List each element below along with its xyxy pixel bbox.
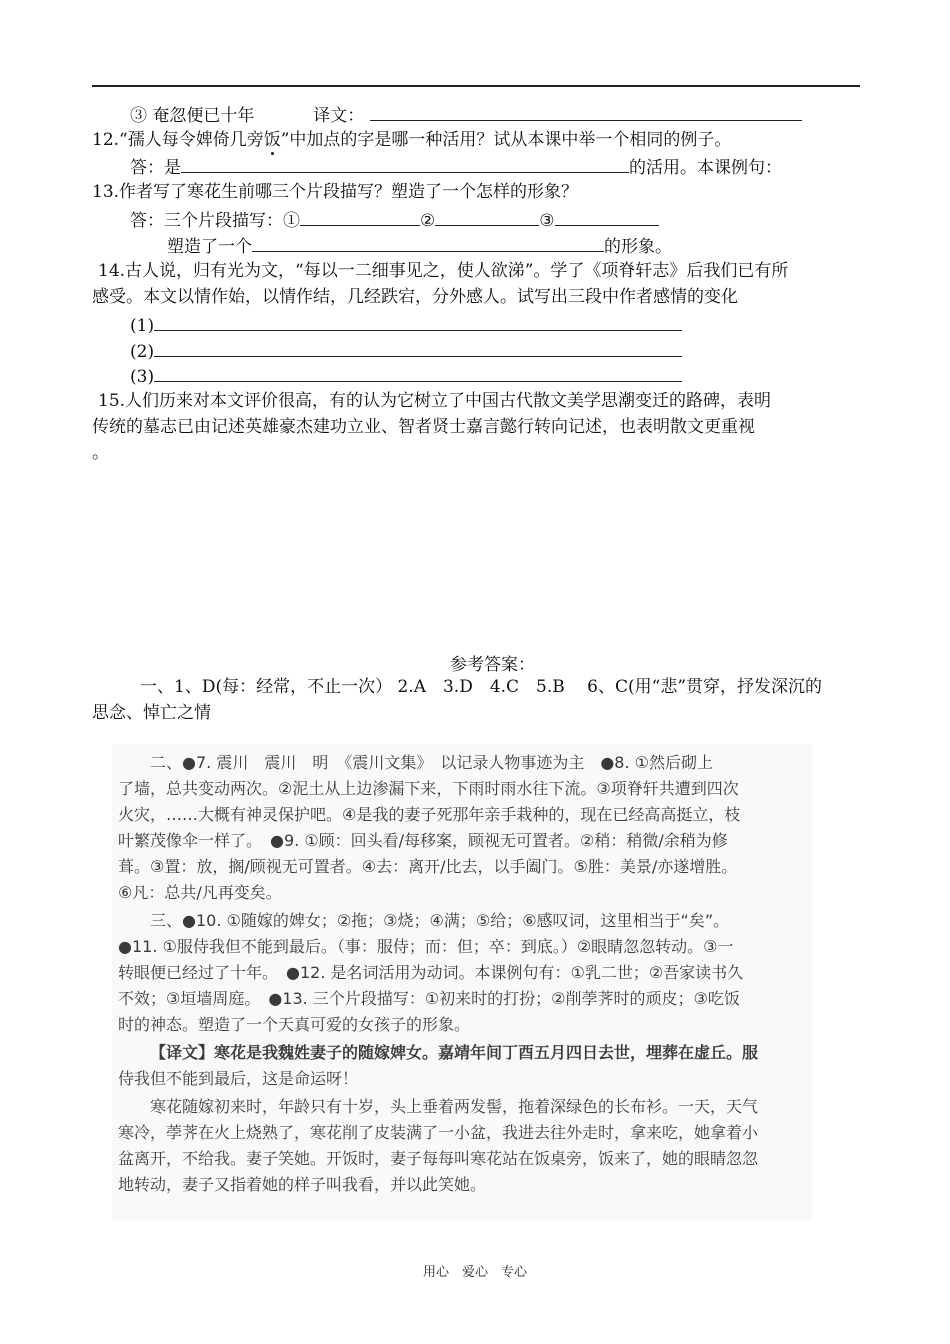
q14-answer-3 bbox=[130, 364, 682, 388]
answers-part1-line2: 思念、悼亡之情 bbox=[92, 703, 211, 723]
q11-item3-label: ③ 奄忽便已十年 bbox=[130, 106, 255, 126]
q13-image-tail: 的形象。 bbox=[604, 237, 672, 257]
q14-answer-1 bbox=[130, 313, 682, 337]
q15-prompt-line1: 15.人们历来对本文评价很高，有的认为它树立了中国古代散文美学思潮变迁的路碑，表明 bbox=[98, 391, 772, 411]
q13-prompt: 13.作者写了寒花生前哪三个片段描写？塑造了一个怎样的形象？ bbox=[92, 182, 579, 202]
scan-line: 侍我但不能到最后，这是命运呀！ bbox=[118, 1069, 359, 1088]
header-rule bbox=[92, 85, 860, 87]
q12-answer-blank[interactable] bbox=[181, 155, 629, 173]
scan-line: 时的神态。塑造了一个天真可爱的女孩子的形象。 bbox=[118, 1015, 471, 1034]
scan-line: 葺。③置：放，搁/顾视无可置者。④去：离开/比去，以手阖门。⑤胜：美景/亦遂增胜。 bbox=[118, 857, 738, 876]
q14-answer-3-blank[interactable] bbox=[154, 364, 682, 382]
q14-answer-1-blank[interactable] bbox=[154, 313, 682, 331]
scan-line: 二、●7. 震川 震川 明 《震川文集》 以记录人物事迹为主 ●8. ①然后砌上 bbox=[150, 753, 713, 772]
scan-line: 寒花随嫁初来时，年龄只有十岁，头上垂着两发髻，拖着深绿色的长布衫。一天，天气 bbox=[150, 1097, 759, 1116]
scan-line: ⑥凡：总共/凡再变矣。 bbox=[118, 883, 282, 902]
scan-line: 地转动，妻子又指着她的样子叫我看，并以此笑她。 bbox=[118, 1175, 487, 1194]
q13-blank-1[interactable] bbox=[300, 208, 420, 226]
scan-line: 盆离开，不给我。妻子笑她。开饭时，妻子每每叫寒花站在饭桌旁，饭来了，她的眼睛忽忽 bbox=[118, 1149, 759, 1168]
scan-line: 寒冷，荸荠在火上烧熟了，寒花削了皮装满了一小盆，我进去往外走时，拿来吃，她拿着小 bbox=[118, 1123, 759, 1142]
q13-image-label: 塑造了一个 bbox=[167, 237, 252, 257]
q14-answer-2 bbox=[130, 339, 682, 363]
q14-answer-3-label: (3) bbox=[130, 367, 155, 387]
scan-line: 火灾，……大概有神灵保护吧。④是我的妻子死那年亲手栽种的，现在已经高高挺立，枝 bbox=[118, 805, 741, 824]
scan-line: 转眼便已经过了十年。 ●12. 是名词活用为动词。本课例句有：①乳二世；②吾家读书久 bbox=[118, 963, 744, 982]
scan-line: ●11. ①服侍我但不能到最后。（事：服侍；而：但；卒：到底。）②眼睛忽忽转动。③一 bbox=[118, 937, 734, 956]
q12-text-post: ”中加点的字是哪一种活用？试从本课中举一个相同的例子。 bbox=[280, 130, 732, 150]
scan-line: 叶繁茂像伞一样了。 ●9. ①顾：回头看/每移案，顾视无可置者。②稍：稍微/余稍为修 bbox=[118, 831, 728, 850]
q13-mark-2: ② bbox=[420, 211, 436, 231]
q14-answer-2-label: (2) bbox=[130, 342, 155, 362]
q13-blank-2[interactable] bbox=[435, 208, 539, 226]
q12-text-pre: 12.“孺人每令婢倚几旁 bbox=[92, 130, 264, 150]
q11-item3-trans-label: 译文： bbox=[313, 106, 365, 126]
q14-prompt-line1: 14.古人说，归有光为文，“每以一二细事见之，使人欲涕”。学了《项脊轩志》后我们已有所 bbox=[98, 261, 789, 281]
q12-answer bbox=[130, 155, 782, 179]
q15-prompt-line2: 传统的墓志已由记述英雄豪杰建功立业、智者贤士嘉言懿行转向记述，也表明散文更重视 bbox=[92, 417, 755, 437]
q14-prompt-line2: 感受。本文以情作始，以情作结，几经跌宕，分外感人。试写出三段中作者感情的变化 bbox=[92, 287, 738, 307]
scan-line: 三、●10. ①随嫁的婢女；②拖；③烧；④满；⑤给；⑥感叹词，这里相当于“矣”。 bbox=[150, 911, 730, 930]
q11-item3 bbox=[130, 103, 802, 127]
scan-line: 不效；③垣墙周庭。 ●13. 三个片段描写：①初来时的打扮；②削荸荠时的顽皮；③吃饭 bbox=[118, 989, 740, 1008]
q15-prompt-line3: 。 bbox=[92, 443, 109, 463]
answers-part1-line1: 一、1、D(每：经常，不止一次） 2.A 3.D 4.C 5.B 6、C(用“悲”贯穿，抒发深沉的 bbox=[140, 677, 823, 697]
q14-answer-1-label: (1) bbox=[130, 316, 155, 336]
q13-answer-line1 bbox=[130, 208, 659, 232]
q13-image-blank[interactable] bbox=[252, 234, 604, 252]
q13-answer-line2 bbox=[167, 234, 672, 258]
q11-item3-answer-blank[interactable] bbox=[370, 103, 802, 121]
scan-line: 了墙，总共变动两次。②泥土从上边渗漏下来，下雨时雨水往下流。③项脊轩共遭到四次 bbox=[118, 779, 739, 798]
q12-dotted-char: 饭 bbox=[263, 130, 281, 150]
q13-blank-3[interactable] bbox=[555, 208, 659, 226]
q12-prompt bbox=[92, 129, 731, 151]
q14-answer-2-blank[interactable] bbox=[154, 339, 682, 357]
answers-title: 参考答案： bbox=[450, 655, 535, 675]
q12-answer-tail: 的活用。本课例句： bbox=[629, 158, 782, 178]
q12-answer-label: 答：是 bbox=[130, 158, 181, 178]
scan-line-translation: 【译文】寒花是我魏姓妻子的随嫁婢女。嘉靖年间丁酉五月四日去世，埋葬在虚丘。服 bbox=[150, 1043, 759, 1062]
q13-answer-label: 答：三个片段描写：① bbox=[130, 211, 300, 231]
q13-mark-3: ③ bbox=[539, 211, 555, 231]
page-footer: 用心 爱心 专心 bbox=[422, 1265, 527, 1280]
scanned-answer-block bbox=[112, 744, 812, 1220]
